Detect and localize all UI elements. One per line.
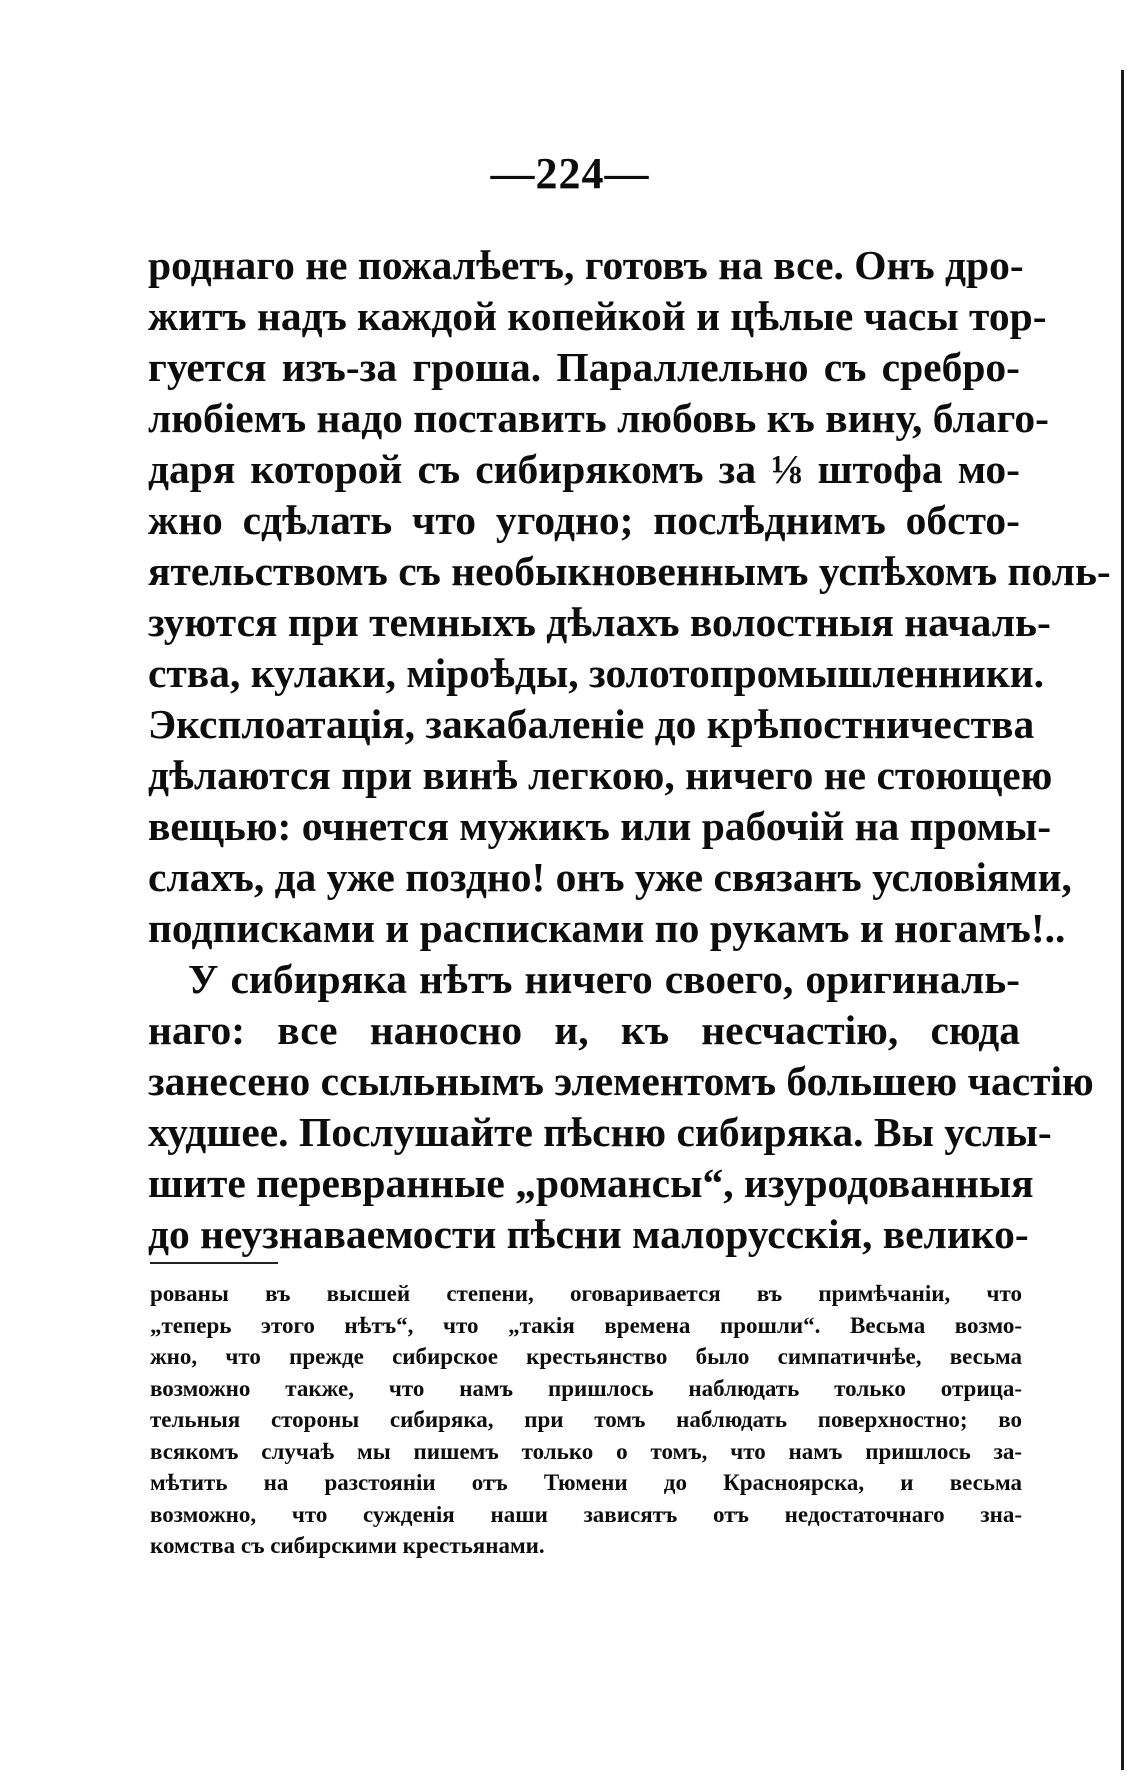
body-line: житъ надъ каждой копейкой и цѣлые часы тор- xyxy=(148,293,1047,339)
footnote-line: жно, что прежде сибирское крестьянство было симпатичнѣе, весьма xyxy=(150,1344,1022,1369)
body-line: даря которой съ сибирякомъ за ⅛ штофа мо- xyxy=(148,446,1020,492)
body-line: наго: все наносно и, къ несчастію, сюда xyxy=(148,1007,1020,1053)
footnote-line: возможно, что сужденія наши зависятъ отъ недостаточнаго зна- xyxy=(150,1501,1022,1527)
footnote-line: тельныя стороны сибиряка, при томъ наблюдать поверхностно; во xyxy=(150,1407,1022,1432)
footnote-line: мѣтить на разстояніи отъ Тюмени до Красноярска, и весьма xyxy=(150,1470,1022,1495)
footnote-rule xyxy=(150,1262,278,1264)
body-line: занесено ссыльнымъ элементомъ большею частію xyxy=(148,1058,1094,1104)
body-line: У сибиряка нѣтъ ничего своего, оригиналь- xyxy=(188,956,1020,1002)
body-line: худшее. Послушайте пѣсню сибиряка. Вы услы- xyxy=(148,1109,1052,1155)
body-line: Эксплоатація, закабаленіе до крѣпостничества xyxy=(148,701,1035,747)
body-line: роднаго не пожалѣетъ, готовъ на все. Онъ дро- xyxy=(148,242,1024,288)
page-number: —224— xyxy=(490,149,650,198)
scan-edge-line xyxy=(1121,70,1124,1770)
footnote-line: „теперь этого нѣтъ“, что „такія времена прошли“. Весьма возмо- xyxy=(150,1312,1022,1338)
body-line: подписками и расписками по рукамъ и ногамъ!.. xyxy=(148,905,1066,951)
body-line: дѣлаются при винѣ легкою, ничего не стоющею xyxy=(148,752,1053,798)
body-line: гуется изъ-за гроша. Параллельно съ сребро- xyxy=(148,344,1020,390)
body-line: ятельствомъ съ необыкновеннымъ успѣхомъ поль- xyxy=(148,548,1111,594)
body-line: слахъ, да уже поздно! онъ уже связанъ условіями, xyxy=(148,854,1072,900)
body-line: любіемъ надо поставить любовь къ вину, благо- xyxy=(148,395,1049,441)
body-line: жно сдѣлать что угодно; послѣднимъ обсто- xyxy=(148,497,1020,543)
footnote-line: возможно также, что намъ пришлось наблюдать только отрица- xyxy=(150,1375,1022,1401)
body-line: вещью: очнется мужикъ или рабочій на промы- xyxy=(148,803,1052,849)
footnote xyxy=(150,1278,1022,1562)
body-line: до неузнаваемости пѣсни малорусскія, велико- xyxy=(148,1211,1029,1257)
footnote-line: рованы въ высшей степени, оговаривается въ примѣчаніи, что xyxy=(150,1281,1022,1306)
footnote-line: комства съ сибирскими крестьянами. xyxy=(150,1533,545,1558)
body-line: зуются при темныхъ дѣлахъ волостныя началь- xyxy=(148,599,1051,645)
body-line: шите перевранные „романсы“, изуродованныя xyxy=(148,1160,1034,1206)
body-text xyxy=(148,240,1111,1260)
body-line: ства, кулаки, міроѣды, золотопромышленники. xyxy=(148,650,1045,696)
footnote-line: всякомъ случаѣ мы пишемъ только о томъ, что намъ пришлось за- xyxy=(150,1438,1022,1464)
